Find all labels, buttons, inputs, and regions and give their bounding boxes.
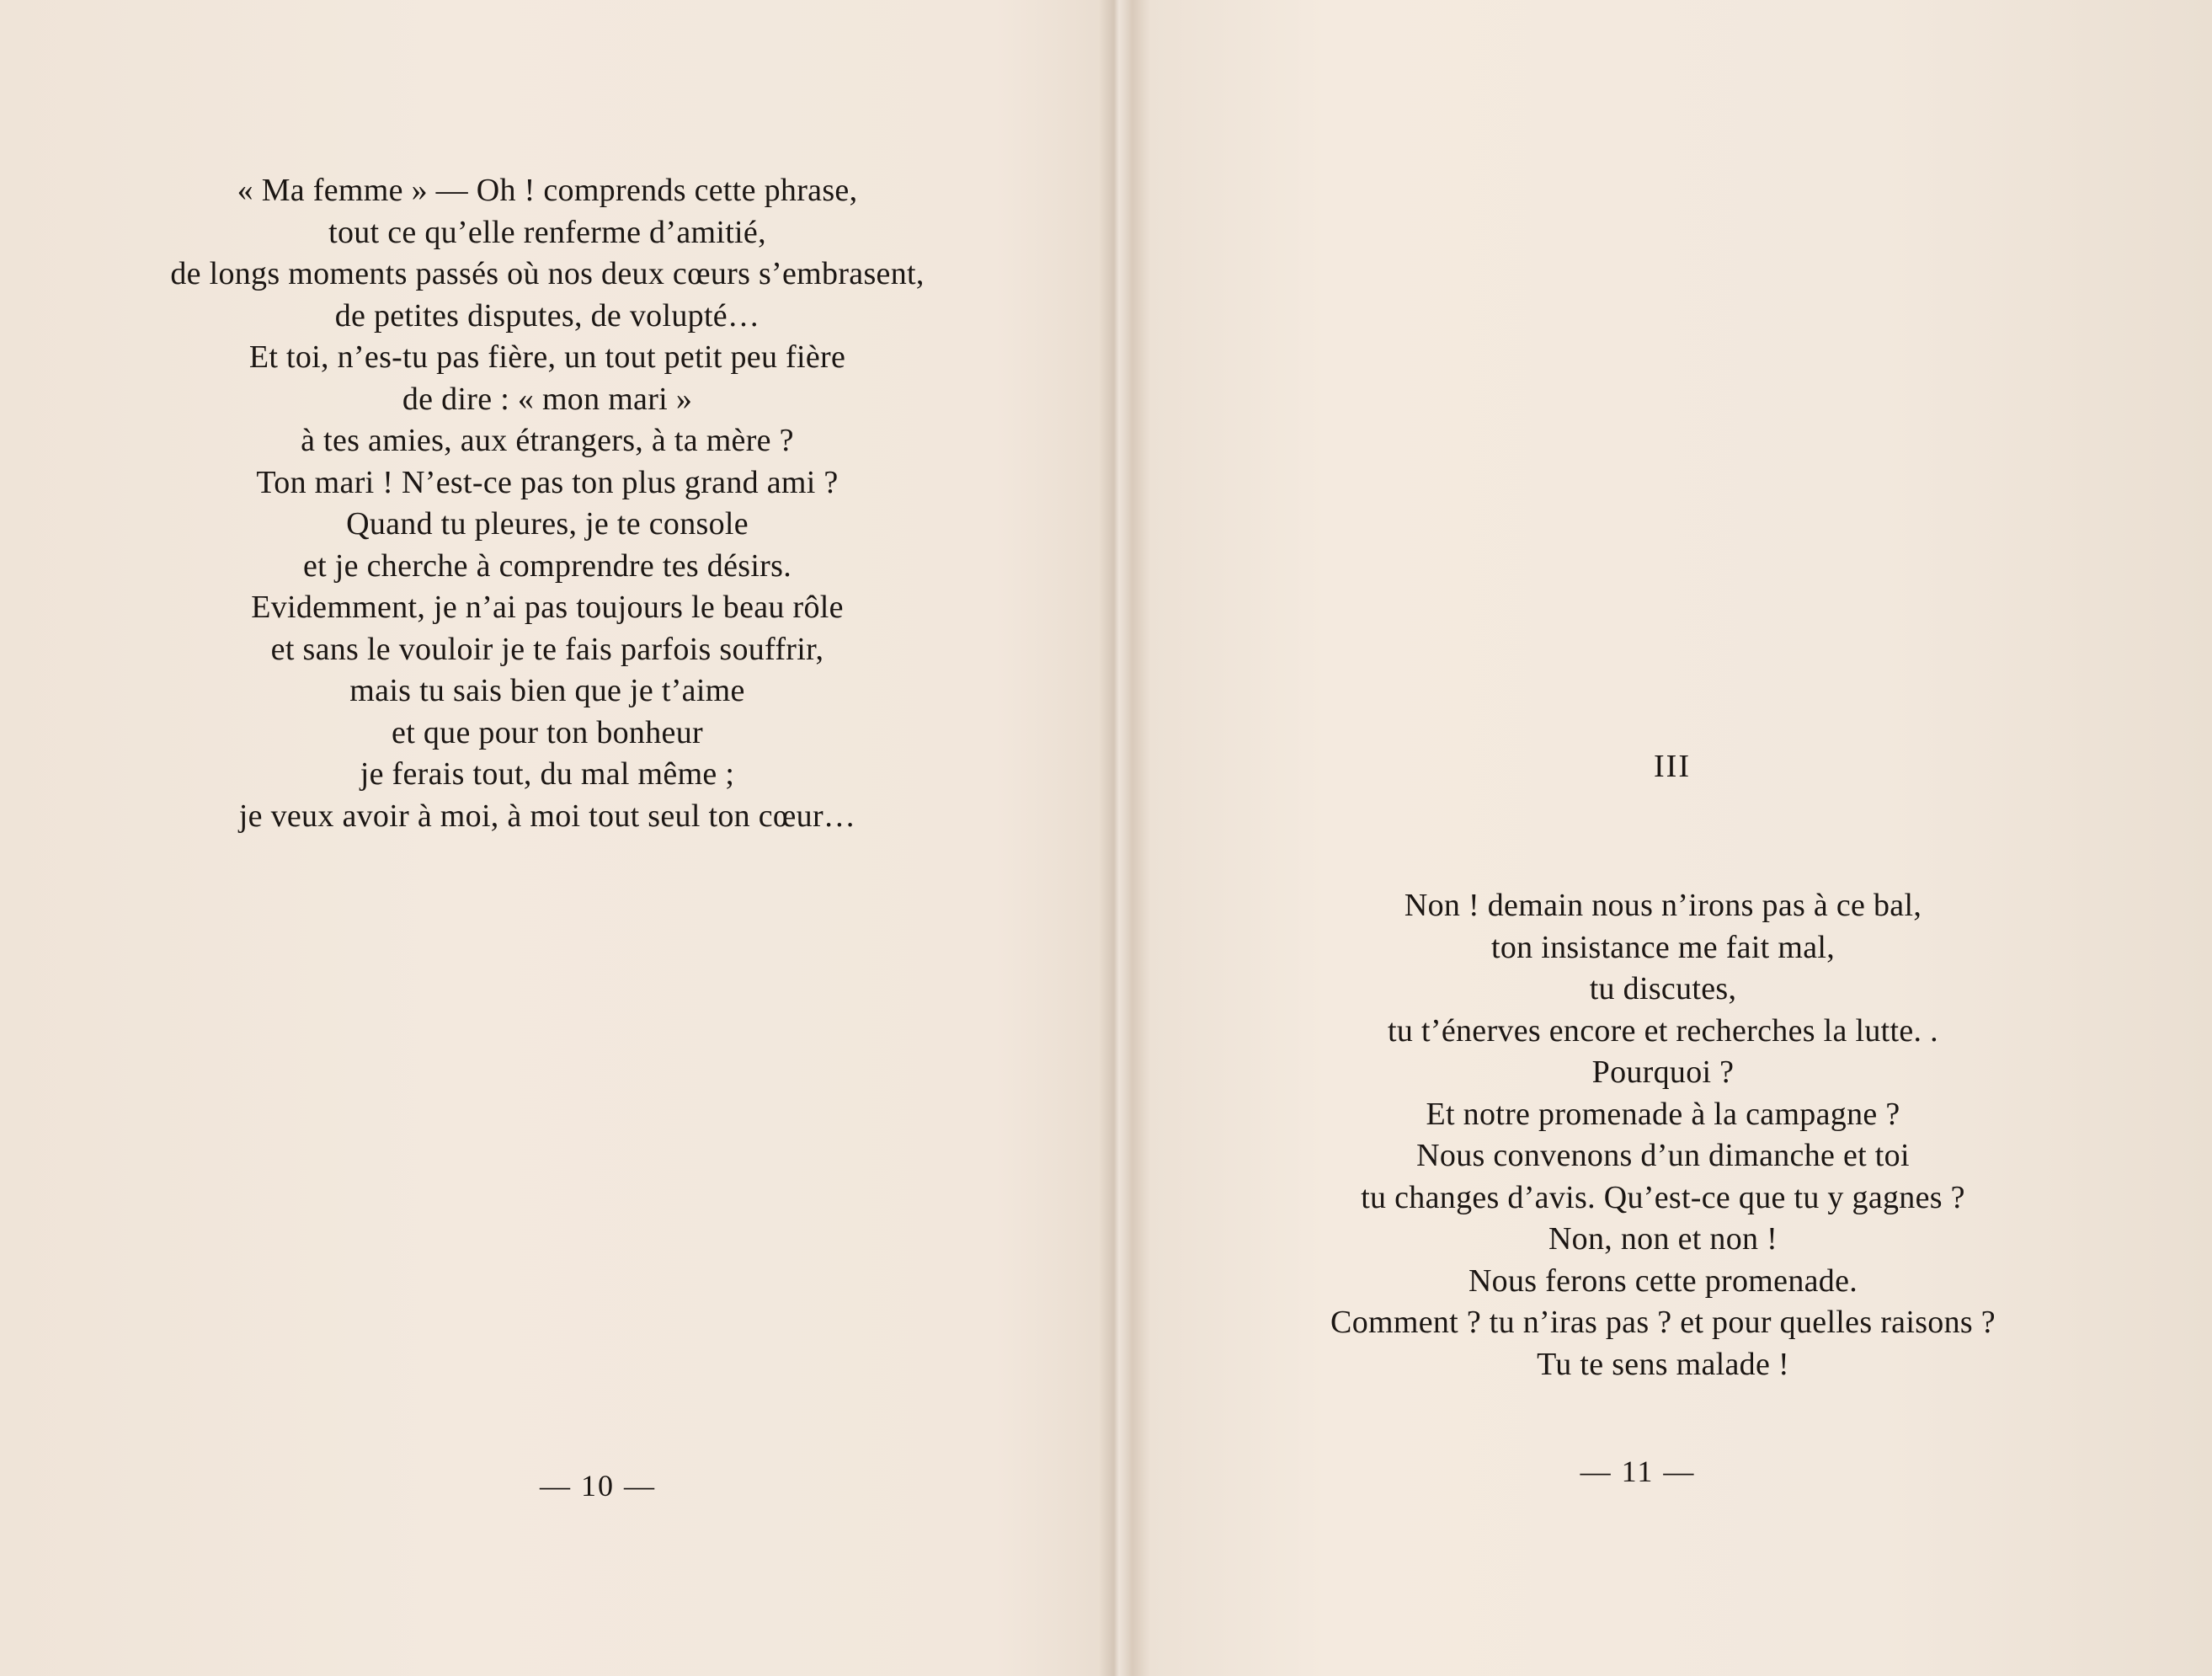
right-page xyxy=(1133,0,2212,1676)
section-number: III xyxy=(1654,749,1691,784)
poem-line: et que pour ton bonheur xyxy=(392,714,703,750)
poem-line: de dire : « mon mari » xyxy=(402,381,693,417)
poem-line: Non ! demain nous n’irons pas à ce bal, xyxy=(1404,888,1922,923)
poem-line: Pourquoi ? xyxy=(1591,1054,1735,1090)
right-poem xyxy=(1225,885,2101,1385)
left-page xyxy=(0,0,1099,1676)
poem-line: Evidemment, je n’ai pas toujours le beau rôle xyxy=(251,590,844,625)
poem-line: de petites disputes, de volupté… xyxy=(334,297,760,334)
poem-line: Nous convenons d’un dimanche et toi xyxy=(1416,1138,1910,1173)
poem-line: je veux avoir à moi, à moi tout seul ton cœur… xyxy=(238,798,856,834)
poem-line: Tu te sens malade ! xyxy=(1537,1346,1789,1382)
page-number-left: — 10 — xyxy=(540,1469,656,1503)
poem-line: je ferais tout, du mal même ; xyxy=(360,756,735,792)
poem-line: tu discutes, xyxy=(1589,971,1737,1006)
poem-line: et je cherche à comprendre tes désirs. xyxy=(302,547,792,584)
poem-line: mais tu sais bien que je t’aime xyxy=(349,673,745,708)
poem-line: Comment ? tu n’iras pas ? et pour quelles raisons ? xyxy=(1330,1305,1996,1340)
left-poem xyxy=(118,170,977,837)
poem-line: Quand tu pleures, je te console xyxy=(346,506,749,542)
poem-line: Et notre promenade à la campagne ? xyxy=(1426,1096,1900,1132)
poem-line: de longs moments passés où nos deux cœurs s’embrasent, xyxy=(170,256,925,291)
poem-line: Non, non et non ! xyxy=(1548,1221,1778,1257)
poem-line: et sans le vouloir je te fais parfois souffrir, xyxy=(270,631,824,667)
poem-line: Ton mari ! N’est-ce pas ton plus grand ami ? xyxy=(256,464,839,500)
poem-line: tu changes d’avis. Qu’est-ce que tu y gagnes ? xyxy=(1361,1179,1965,1215)
poem-line: « Ma femme » — Oh ! comprends cette phrase, xyxy=(237,173,858,208)
poem-line: ton insistance me fait mal, xyxy=(1490,929,1836,965)
poem-line: Et toi, n’es-tu pas fière, un tout petit peu fière xyxy=(248,339,846,375)
poem-line: Nous ferons cette promenade. xyxy=(1468,1262,1858,1299)
book-gutter xyxy=(1099,0,1133,1676)
poem-line: à tes amies, aux étrangers, à ta mère ? xyxy=(301,423,794,458)
poem-line: tu t’énerves encore et recherches la lutte. . xyxy=(1388,1012,1938,1049)
poem-line: tout ce qu’elle renferme d’amitié, xyxy=(328,214,766,250)
page-number-right: — 11 — xyxy=(1580,1454,1696,1488)
